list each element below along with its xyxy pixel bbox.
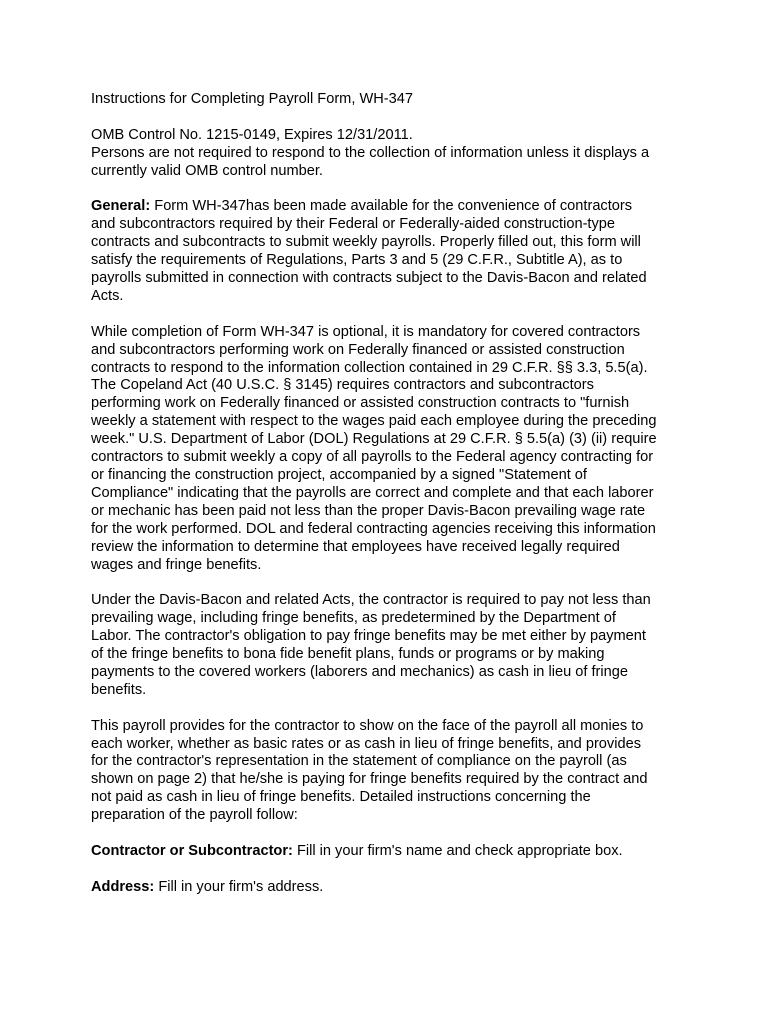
document-body (91, 91, 681, 915)
davis-bacon-line: Labor. The contractor's obligation to pay fringe benefits may be met either by payment (91, 628, 646, 645)
optional-line: Compliance" indicating that the payrolls are correct and complete and that each laborer (91, 484, 654, 501)
omb-line: currently valid OMB control number. (91, 162, 323, 179)
davis-bacon-line: Under the Davis-Bacon and related Acts, the contractor is required to pay not less than (91, 592, 651, 609)
document-title (91, 91, 681, 109)
optional-line: week." U.S. Department of Labor (DOL) Regulations at 29 C.F.R. § 5.5(a) (3) (ii) require (91, 431, 657, 448)
payroll-line: not paid as cash in lieu of fringe benefits. Detailed instructions concerning the (91, 789, 591, 806)
contractor-line (91, 843, 681, 861)
general-label: General: (91, 198, 151, 215)
general-first-text: Form WH-347has been made available for the convenience of contractors (150, 198, 633, 215)
optional-line: and subcontractors performing work on Federally financed or assisted construction (91, 341, 625, 358)
davis-bacon-paragraph (91, 592, 681, 699)
omb-line: OMB Control No. 1215-0149, Expires 12/31/2011. (91, 126, 413, 143)
general-paragraph (91, 198, 681, 305)
optional-line: or financing the construction project, accompanied by a signed "Statement of (91, 466, 587, 483)
davis-bacon-line: prevailing wage, including fringe benefits, as predetermined by the Department of (91, 610, 616, 627)
contractor-label: Contractor or Subcontractor: (91, 842, 293, 859)
optional-line: for the work performed. DOL and federal contracting agencies receiving this information (91, 520, 656, 537)
address-label: Address: (91, 878, 155, 895)
omb-notice (91, 127, 681, 181)
contractor-paragraph (91, 843, 681, 861)
payroll-line: preparation of the payroll follow: (91, 807, 298, 824)
title-line: Instructions for Completing Payroll Form, WH-347 (91, 91, 413, 107)
optional-line: contractors to submit weekly a copy of all payrolls to the Federal agency contracting for (91, 449, 654, 466)
address-line (91, 879, 681, 897)
optional-line: The Copeland Act (40 U.S.C. § 3145) requires contractors and subcontractors (91, 377, 594, 394)
davis-bacon-line: payments to the covered workers (laborers and mechanics) as cash in lieu of fringe (91, 663, 628, 680)
davis-bacon-line: benefits. (91, 681, 147, 698)
general-line: and subcontractors required by their Federal or Federally-aided construction-type (91, 216, 616, 233)
davis-bacon-line: of the fringe benefits to bona fide benefit plans, funds or programs or by making (91, 646, 605, 663)
optional-paragraph (91, 324, 681, 575)
optional-line: While completion of Form WH-347 is optional, it is mandatory for covered contractors (91, 323, 641, 340)
optional-line: weekly a statement with respect to the wages paid each employee during the preceding (91, 413, 657, 430)
optional-line: or mechanic has been paid not less than the proper Davis-Bacon prevailing wage rate (91, 502, 646, 519)
payroll-line: for the contractor's representation in the statement of compliance on the payroll (as (91, 753, 627, 770)
payroll-line: This payroll provides for the contractor to show on the face of the payroll all monies to (91, 717, 644, 734)
payroll-paragraph (91, 718, 681, 825)
omb-line: Persons are not required to respond to the collection of information unless it displays a (91, 144, 650, 161)
general-line: Acts. (91, 287, 124, 304)
optional-line: performing work on Federally financed or assisted construction contracts to "furnish (91, 395, 630, 412)
general-line: contracts and subcontracts to submit weekly payrolls. Properly filled out, this form will (91, 234, 641, 251)
optional-line: review the information to determine that employees have received legally required (91, 538, 620, 555)
optional-line: contracts to respond to the information collection contained in 29 C.F.R. §§ 3.3, 5.5(a). (91, 359, 648, 376)
address-text: Fill in your firm's address. (154, 878, 324, 895)
payroll-line: each worker, whether as basic rates or as cash in lieu of fringe benefits, and provides (91, 735, 641, 752)
payroll-line: shown on page 2) that he/she is paying for fringe benefits required by the contract and (91, 771, 648, 788)
general-first-line (91, 198, 681, 216)
general-line: payrolls submitted in connection with contracts subject to the Davis-Bacon and related (91, 270, 647, 287)
contractor-text: Fill in your firm's name and check appropriate box. (292, 842, 623, 859)
address-paragraph (91, 879, 681, 897)
optional-line: wages and fringe benefits. (91, 556, 262, 573)
general-line: satisfy the requirements of Regulations, Parts 3 and 5 (29 C.F.R., Subtitle A), as to (91, 252, 623, 269)
